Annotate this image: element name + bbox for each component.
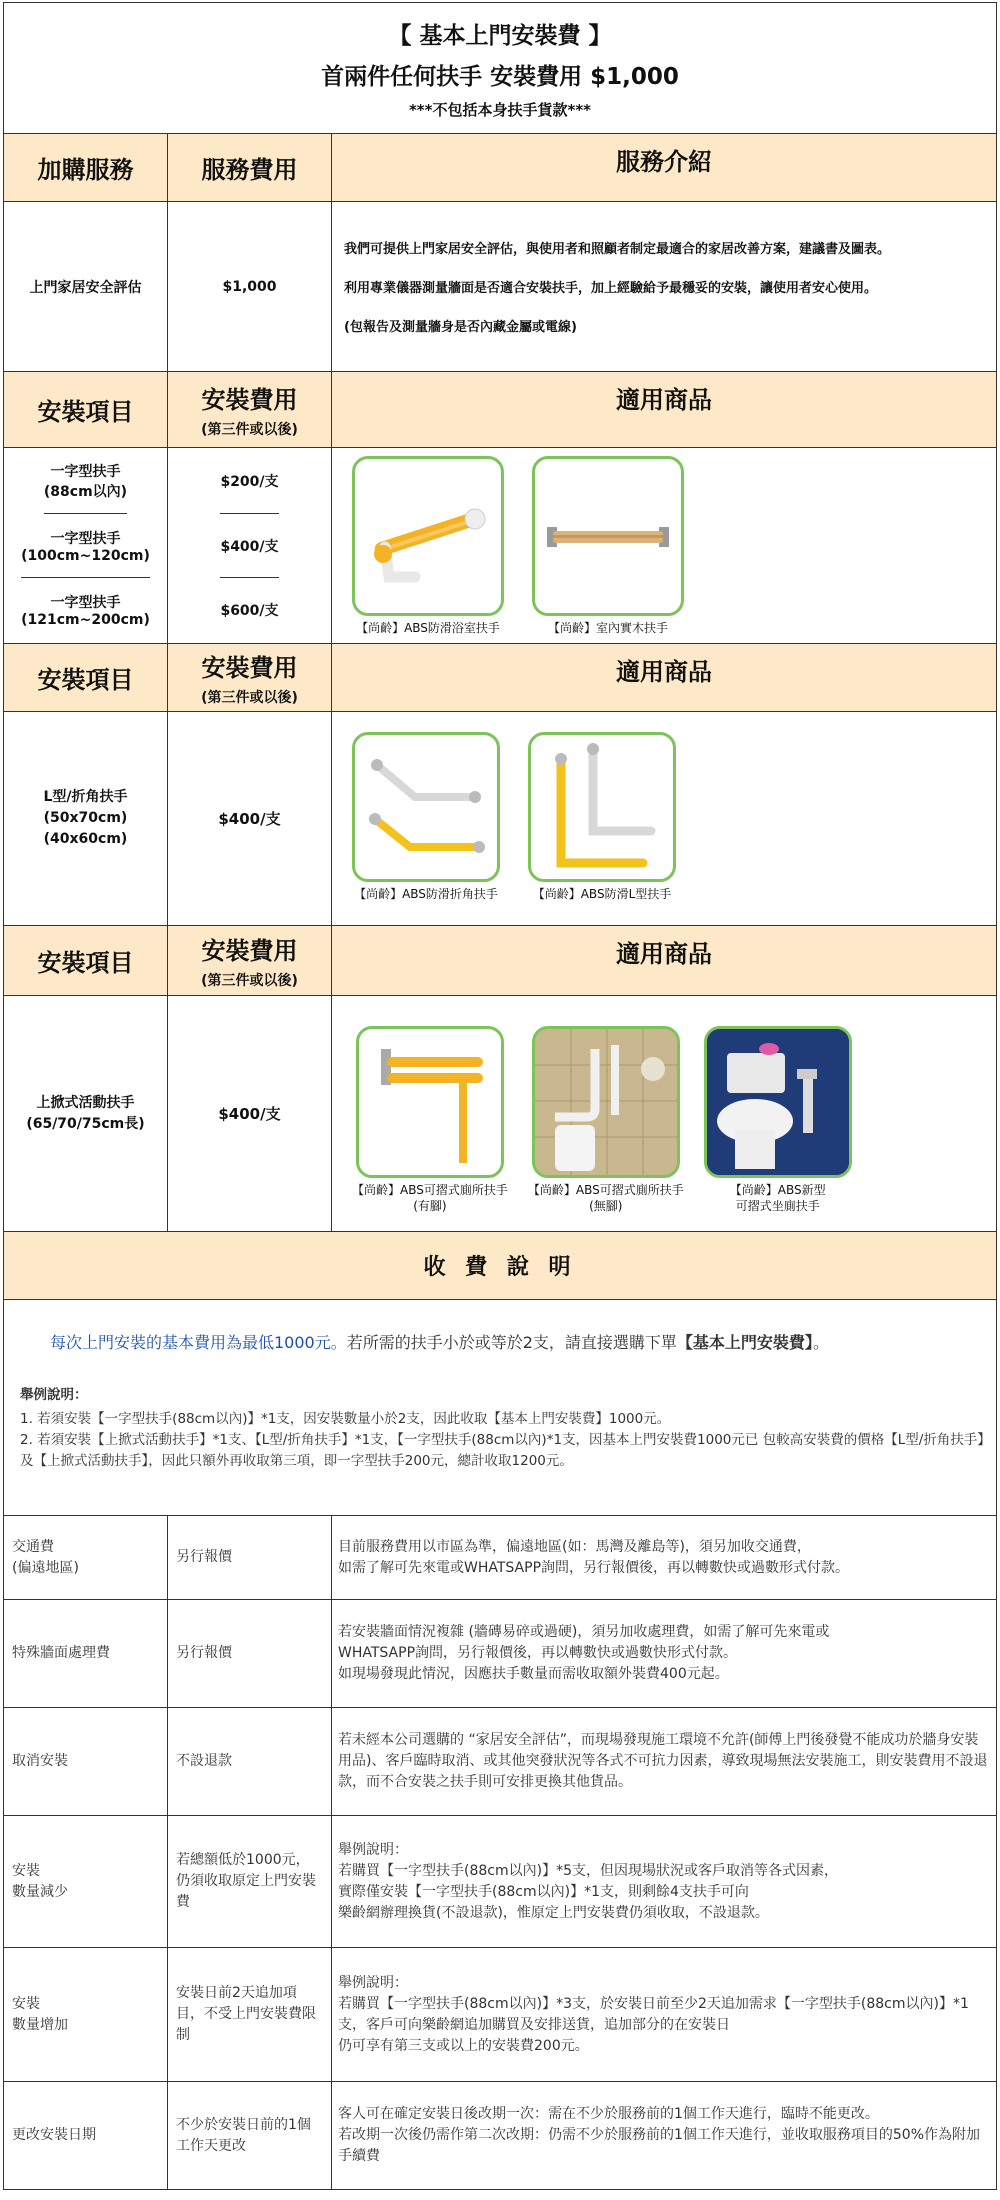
- product-card[interactable]: [532, 456, 684, 636]
- col-fee: 安裝費用: [201, 386, 298, 414]
- product-image: [528, 732, 676, 882]
- lshape-name: L型/折角扶手 (50x70cm) (40x60cm): [4, 712, 168, 925]
- addon-col-fee: 服務費用: [201, 156, 298, 184]
- fee-lead-end: 。: [812, 1333, 829, 1352]
- rule-name: 特殊牆面處理費: [4, 1600, 168, 1707]
- product-caption: 【尚齡】室內實木扶手: [547, 621, 668, 635]
- flip-price: $400/支: [168, 996, 332, 1231]
- fee-lead-bold: 【基本上門安裝費】: [676, 1333, 813, 1352]
- rule-row: [3, 2082, 997, 2190]
- product-card[interactable]: [352, 456, 504, 636]
- product-caption: 【尚齡】ABS可摺式廁所扶手 (有腳): [352, 1183, 508, 1214]
- lshape-price: $400/支: [168, 712, 332, 925]
- fee-example-label: 舉例說明：: [20, 1387, 88, 1403]
- flip-row: [3, 996, 997, 1232]
- straight-item-price: $600/支: [220, 602, 279, 619]
- product-caption: 【尚齡】ABS防滑折角扶手: [354, 887, 498, 901]
- rule-fee: 不設退款: [168, 1708, 332, 1815]
- product-image: [352, 456, 504, 616]
- col-products: 適用商品: [616, 386, 712, 414]
- fee-lead-rest: 若所需的扶手小於或等於2支，請直接選購下單: [346, 1333, 677, 1352]
- fee-body: [3, 1300, 997, 1516]
- addon-desc-line: 利用專業儀器測量牆面是否適合安裝扶手，加上經驗給予最穩妥的安裝，讓使用者安心使用。: [344, 281, 878, 296]
- col-item: 安裝項目: [37, 666, 134, 694]
- product-card[interactable]: [352, 1026, 508, 1214]
- product-caption: 【尚齡】ABS防滑浴室扶手: [356, 621, 500, 635]
- fee-lead-blue: 每次上門安裝的基本費用為最低1000元。: [50, 1333, 347, 1352]
- rule-desc: 若未經本公司選購的 “家居安全評估”，而現場發現施工環境不允許(師傅上門後發覺不能成功於牆身安裝用品)、客戶臨時取消、或其他突發狀況等各式不可抗力因素，導致現場無法安裝施工，則安裝費用不設退款，而不合安裝之扶手則可安排更換其他貨品。: [338, 1732, 988, 1790]
- rule-desc: 客人可在確定安裝日後改期一次：需在不少於服務前的1個工作天進行，臨時不能更改。 若改期一次後仍需作第二次改期：仍需不少於服務前的1個工作天進行，並收取服務項目的50%作為附加手續費: [338, 2106, 981, 2164]
- rule-name: 交通費 (偏遠地區): [4, 1516, 168, 1599]
- addon-desc-line: (包報告及測量牆身是否內藏金屬或電線): [344, 320, 577, 335]
- fee-lead: [20, 1330, 986, 1353]
- rule-desc: 舉例說明： 若購買【一字型扶手(88cm以內)】*5支，但因現場狀況或客戶取消等各式因素， 實際僅安裝【一字型扶手(88cm以內)】*1支，則剩餘4支扶手可向 樂齡網辦理換貨(不設退款)，惟原定上門安裝費仍須收取，不設退款。: [338, 1841, 838, 1921]
- product-card[interactable]: [528, 732, 676, 902]
- addon-desc: [332, 202, 996, 371]
- page-title: 【 基本上門安裝費 】: [388, 22, 612, 49]
- rule-desc: 目前服務費用以市區為準，偏遠地區(如：馬灣及離島等)，須另加收交通費， 如需了解可先來電或WHATSAPP詢問，另行報價後，再以轉數快或過數形式付款。: [338, 1538, 850, 1576]
- col-products: 適用商品: [616, 658, 712, 686]
- product-image: [532, 1026, 680, 1178]
- straight-item-name: 一字型扶手 (88cm以內): [44, 448, 127, 514]
- col-item: 安裝項目: [37, 949, 134, 977]
- product-card[interactable]: [704, 1026, 852, 1214]
- straight-header: [3, 372, 997, 448]
- rule-row: [3, 1600, 997, 1708]
- straight-row: [3, 448, 997, 644]
- col-fee: 安裝費用: [201, 654, 298, 682]
- lshape-header: [3, 644, 997, 712]
- flip-header: [3, 926, 997, 996]
- col-fee-note: (第三件或以後): [201, 690, 298, 706]
- addon-row: [3, 202, 997, 372]
- straight-item-price: $400/支: [220, 514, 278, 578]
- product-image: [532, 456, 684, 616]
- rule-fee: 安裝日前2天追加項目，不受上門安裝費限制: [168, 1948, 332, 2081]
- product-caption: 【尚齡】ABS可摺式廁所扶手 (無腳): [527, 1183, 684, 1214]
- title-box: [3, 2, 997, 134]
- col-fee: 安裝費用: [201, 937, 298, 965]
- flip-name: 上掀式活動扶手 (65/70/75cm長): [4, 996, 168, 1231]
- rule-fee: 若總額低於1000元，仍須收取原定上門安裝費: [168, 1816, 332, 1947]
- product-image: [704, 1026, 852, 1178]
- addon-name: 上門家居安全評估: [4, 202, 168, 371]
- addon-desc-line: 我們可提供上門家居安全評估，與使用者和照顧者制定最適合的家居改善方案，建議書及圖表。: [344, 242, 891, 257]
- col-fee-note: (第三件或以後): [201, 422, 298, 438]
- rule-name: 更改安裝日期: [4, 2082, 168, 2189]
- col-products: 適用商品: [616, 940, 712, 968]
- page-subtitle: 首兩件任何扶手 安裝費用 $1,000: [321, 63, 679, 90]
- lshape-row: [3, 712, 997, 926]
- rule-row: [3, 1948, 997, 2082]
- rule-row: [3, 1516, 997, 1600]
- rule-fee: 另行報價: [168, 1600, 332, 1707]
- rule-row: [3, 1708, 997, 1816]
- straight-item-name: 一字型扶手 (121cm~200cm): [21, 594, 150, 628]
- product-card[interactable]: [528, 1026, 684, 1214]
- fee-example-item: 2. 若須安裝【上掀式活動扶手】*1支、【L型/折角扶手】*1支，【一字型扶手(88cm以內)*1支，因基本上門安裝費1000元已 包較高安裝費的價格【L型/折角扶手】及【上掀式活動扶手】，因此只額外再收取第三項，即一字型扶手200元，總計收取1200元。: [20, 1431, 985, 1469]
- rule-name: 取消安裝: [4, 1708, 168, 1815]
- fee-title: 收 費 說 明: [3, 1232, 997, 1300]
- addon-col-service: 加購服務: [37, 156, 134, 184]
- product-image: [356, 1026, 504, 1178]
- product-caption: 【尚齡】ABS防滑L型扶手: [532, 887, 672, 901]
- product-image: [352, 732, 500, 882]
- straight-item-price: $200/支: [220, 448, 278, 514]
- rule-name: 安裝 數量增加: [4, 1948, 168, 2081]
- rule-fee: 另行報價: [168, 1516, 332, 1599]
- page-note: ***不包括本身扶手貨款***: [408, 100, 592, 119]
- addon-price: $1,000: [168, 202, 332, 371]
- addon-col-desc: 服務介紹: [616, 148, 712, 176]
- col-item: 安裝項目: [37, 398, 134, 426]
- rule-desc: 舉例說明： 若購買【一字型扶手(88cm以內)】*3支，於安裝日前至少2天追加需求【一字型扶手(88cm以內)】*1支，客戶可向樂齡網追加購買及安排送貨，追加部分的在安裝日 仍可享有第三支或以上的安裝費200元。: [338, 1974, 969, 2054]
- product-caption: 【尚齡】ABS新型 可摺式坐廁扶手: [729, 1183, 826, 1214]
- straight-item-name: 一字型扶手 (100cm~120cm): [21, 514, 150, 578]
- col-fee-note: (第三件或以後): [201, 973, 298, 989]
- fee-example-list: [20, 1409, 986, 1472]
- addon-header: [3, 134, 997, 202]
- rule-fee: 不少於安裝日前的1個工作天更改: [168, 2082, 332, 2189]
- product-card[interactable]: [352, 732, 500, 902]
- rule-row: [3, 1816, 997, 1948]
- fee-example-item: 1. 若須安裝【一字型扶手(88cm以內)】*1支，因安裝數量小於2支，因此收取【基本上門安裝費】1000元。: [20, 1411, 671, 1427]
- rule-name: 安裝 數量減少: [4, 1816, 168, 1947]
- rule-desc: 若安裝牆面情況複雜 (牆磚易碎或過硬)，須另加收處理費，如需了解可先來電或 WHATSAPP詢問，另行報價後，再以轉數快或過數快形式付款。 如現場發現此情況，因應扶手數量而需收取額外裝費400元起。: [338, 1624, 830, 1682]
